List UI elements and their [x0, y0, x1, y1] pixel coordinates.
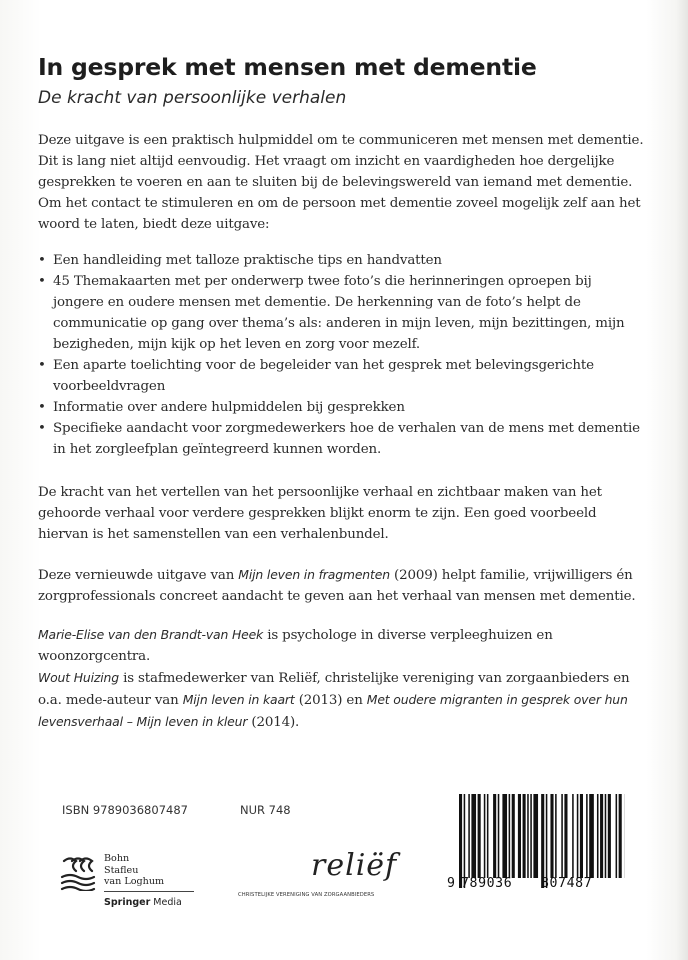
barcode-bar — [605, 794, 607, 878]
barcode-bar — [600, 794, 603, 878]
barcode-bar — [533, 794, 538, 878]
barcode-bar — [550, 794, 553, 878]
book-reference: Mijn leven in kaart — [182, 692, 295, 707]
author-bio-1: Marie-Elise van den Brandt-van Heek is psychologe in diverse verpleeghuizen en woonzorgcentra. — [38, 627, 553, 664]
publisher-parent: Springer Media — [104, 897, 182, 908]
book-subtitle: De kracht van persoonlijke verhalen — [38, 88, 347, 108]
barcode-bar — [518, 794, 521, 878]
list-item: • Specifieke aandacht voor zorgmedewerkers hoe de verhalen van de mens met dementie in het zorgleefplan geïntegreerd kunnen worden. — [38, 418, 644, 460]
barcode-bars — [457, 794, 625, 888]
barcode-bar — [597, 794, 599, 878]
bullet-icon: • — [38, 400, 46, 415]
barcode-bar — [471, 794, 476, 878]
barcode-bar — [478, 794, 481, 878]
barcode-bar — [527, 794, 529, 878]
relief-tagline: CHRISTELIJKE VERENIGING VAN ZORGAANBIEDERS — [238, 892, 375, 898]
barcode-bar — [546, 794, 548, 888]
book-title: In gesprek met mensen met dementie — [38, 53, 537, 81]
barcode-bar — [498, 794, 500, 878]
author-bio-2: Wout Huizing is stafmedewerker van Reliëf, christelijke vereniging van zorgaanbieders en o.a. mede-auteur van Mijn leven in kaart (2013) en Met oudere migranten in gesprek over hun levensverhaal – Mijn leven in kleur (2014). — [38, 670, 630, 730]
barcode-bar — [586, 794, 588, 878]
list-item: • Informatie over andere hulpmiddelen bij gesprekken — [38, 397, 644, 418]
list-item: • 45 Themakaarten met per onderwerp twee foto’s die herinneringen oproepen bij jongere en oudere mensen met dementie. De herkenning van de foto’s helpt de communicatie op gang over thema’s als: anderen in mijn leven, mijn bezittingen, mijn bezigheden, mijn kijk op het leven en zorg voor mezelf. — [38, 271, 644, 355]
book-reference: Met oudere migranten in gesprek over hun levensverhaal – Mijn leven in kleur — [38, 692, 628, 729]
barcode-bar — [619, 794, 622, 878]
bullet-icon: • — [38, 421, 46, 436]
barcode-bar — [487, 794, 489, 878]
barcode-bar — [464, 794, 466, 888]
barcode-bar — [523, 794, 526, 878]
feature-list — [38, 250, 644, 460]
page-edge-shadow — [676, 0, 688, 960]
nur-label: NUR 748 — [240, 803, 291, 817]
book-reference: Mijn leven in fragmenten — [238, 567, 390, 582]
publisher-divider — [104, 891, 194, 892]
barcode-bar — [484, 794, 486, 878]
barcode-bar — [589, 794, 594, 878]
barcode-bar — [512, 794, 515, 878]
relief-logo — [238, 848, 418, 908]
bullet-icon: • — [38, 358, 46, 373]
isbn-barcode: 9 789036 807487 — [447, 794, 625, 902]
author-name: Marie-Elise van den Brandt-van Heek — [38, 627, 264, 642]
barcode-bar — [616, 794, 618, 878]
relief-wordmark: reliëf — [311, 848, 398, 883]
barcode-bar — [555, 794, 557, 878]
barcode-bar — [564, 794, 567, 878]
cover-text — [38, 52, 644, 733]
publisher-logo — [58, 853, 198, 923]
barcode-bar — [577, 794, 579, 878]
barcode-bar — [502, 794, 507, 878]
barcode-bar — [580, 794, 583, 878]
edition-paragraph: Deze vernieuwde uitgave van Mijn leven in fragmenten (2009) helpt familie, vrijwilligers én zorgprofessionals concreet aandacht te geven aan het verhaal van mensen met dementie. — [38, 567, 636, 604]
publisher-name: Bohn Stafleu van Loghum — [104, 853, 165, 887]
storytelling-paragraph: De kracht van het vertellen van het persoonlijke verhaal en zichtbaar maken van het gehoorde verhaal voor verdere gesprekken blijkt enorm te zijn. Een goed voorbeeld hiervan is het samenstellen van een verhalenbundel. — [38, 485, 602, 542]
publisher-mark-icon — [58, 855, 100, 891]
bullet-icon: • — [38, 253, 46, 268]
barcode-bar — [468, 794, 470, 878]
list-item: • Een aparte toelichting voor de begeleider van het gesprek met belevingsgerichte voorbeeldvragen — [38, 355, 644, 397]
barcode-bar — [541, 794, 544, 888]
author-name: Wout Huizing — [38, 670, 119, 685]
intro-paragraph: Deze uitgave is een praktisch hulpmiddel om te communiceren met mensen met dementie. Dit is lang niet altijd eenvoudig. Het vraagt om inzicht en vaardigheden hoe dergelijke gesprekken te voeren en aan te sluiten bij de belevingswereld van iemand met dementie. Om het contact te stimuleren en om de persoon met dementie zoveel mogelijk zelf aan het woord te laten, biedt deze uitgave: — [38, 133, 644, 232]
barcode-bar — [561, 794, 563, 878]
barcode-bar — [493, 794, 496, 878]
barcode-bar — [459, 794, 462, 888]
barcode-bar — [509, 794, 511, 878]
barcode-bar — [572, 794, 574, 878]
isbn-label: ISBN 9789036807487 — [62, 803, 188, 817]
barcode-bar — [608, 794, 611, 878]
barcode-bar — [530, 794, 532, 878]
list-item: • Een handleiding met talloze praktische tips en handvatten — [38, 250, 644, 271]
bullet-icon: • — [38, 274, 46, 289]
